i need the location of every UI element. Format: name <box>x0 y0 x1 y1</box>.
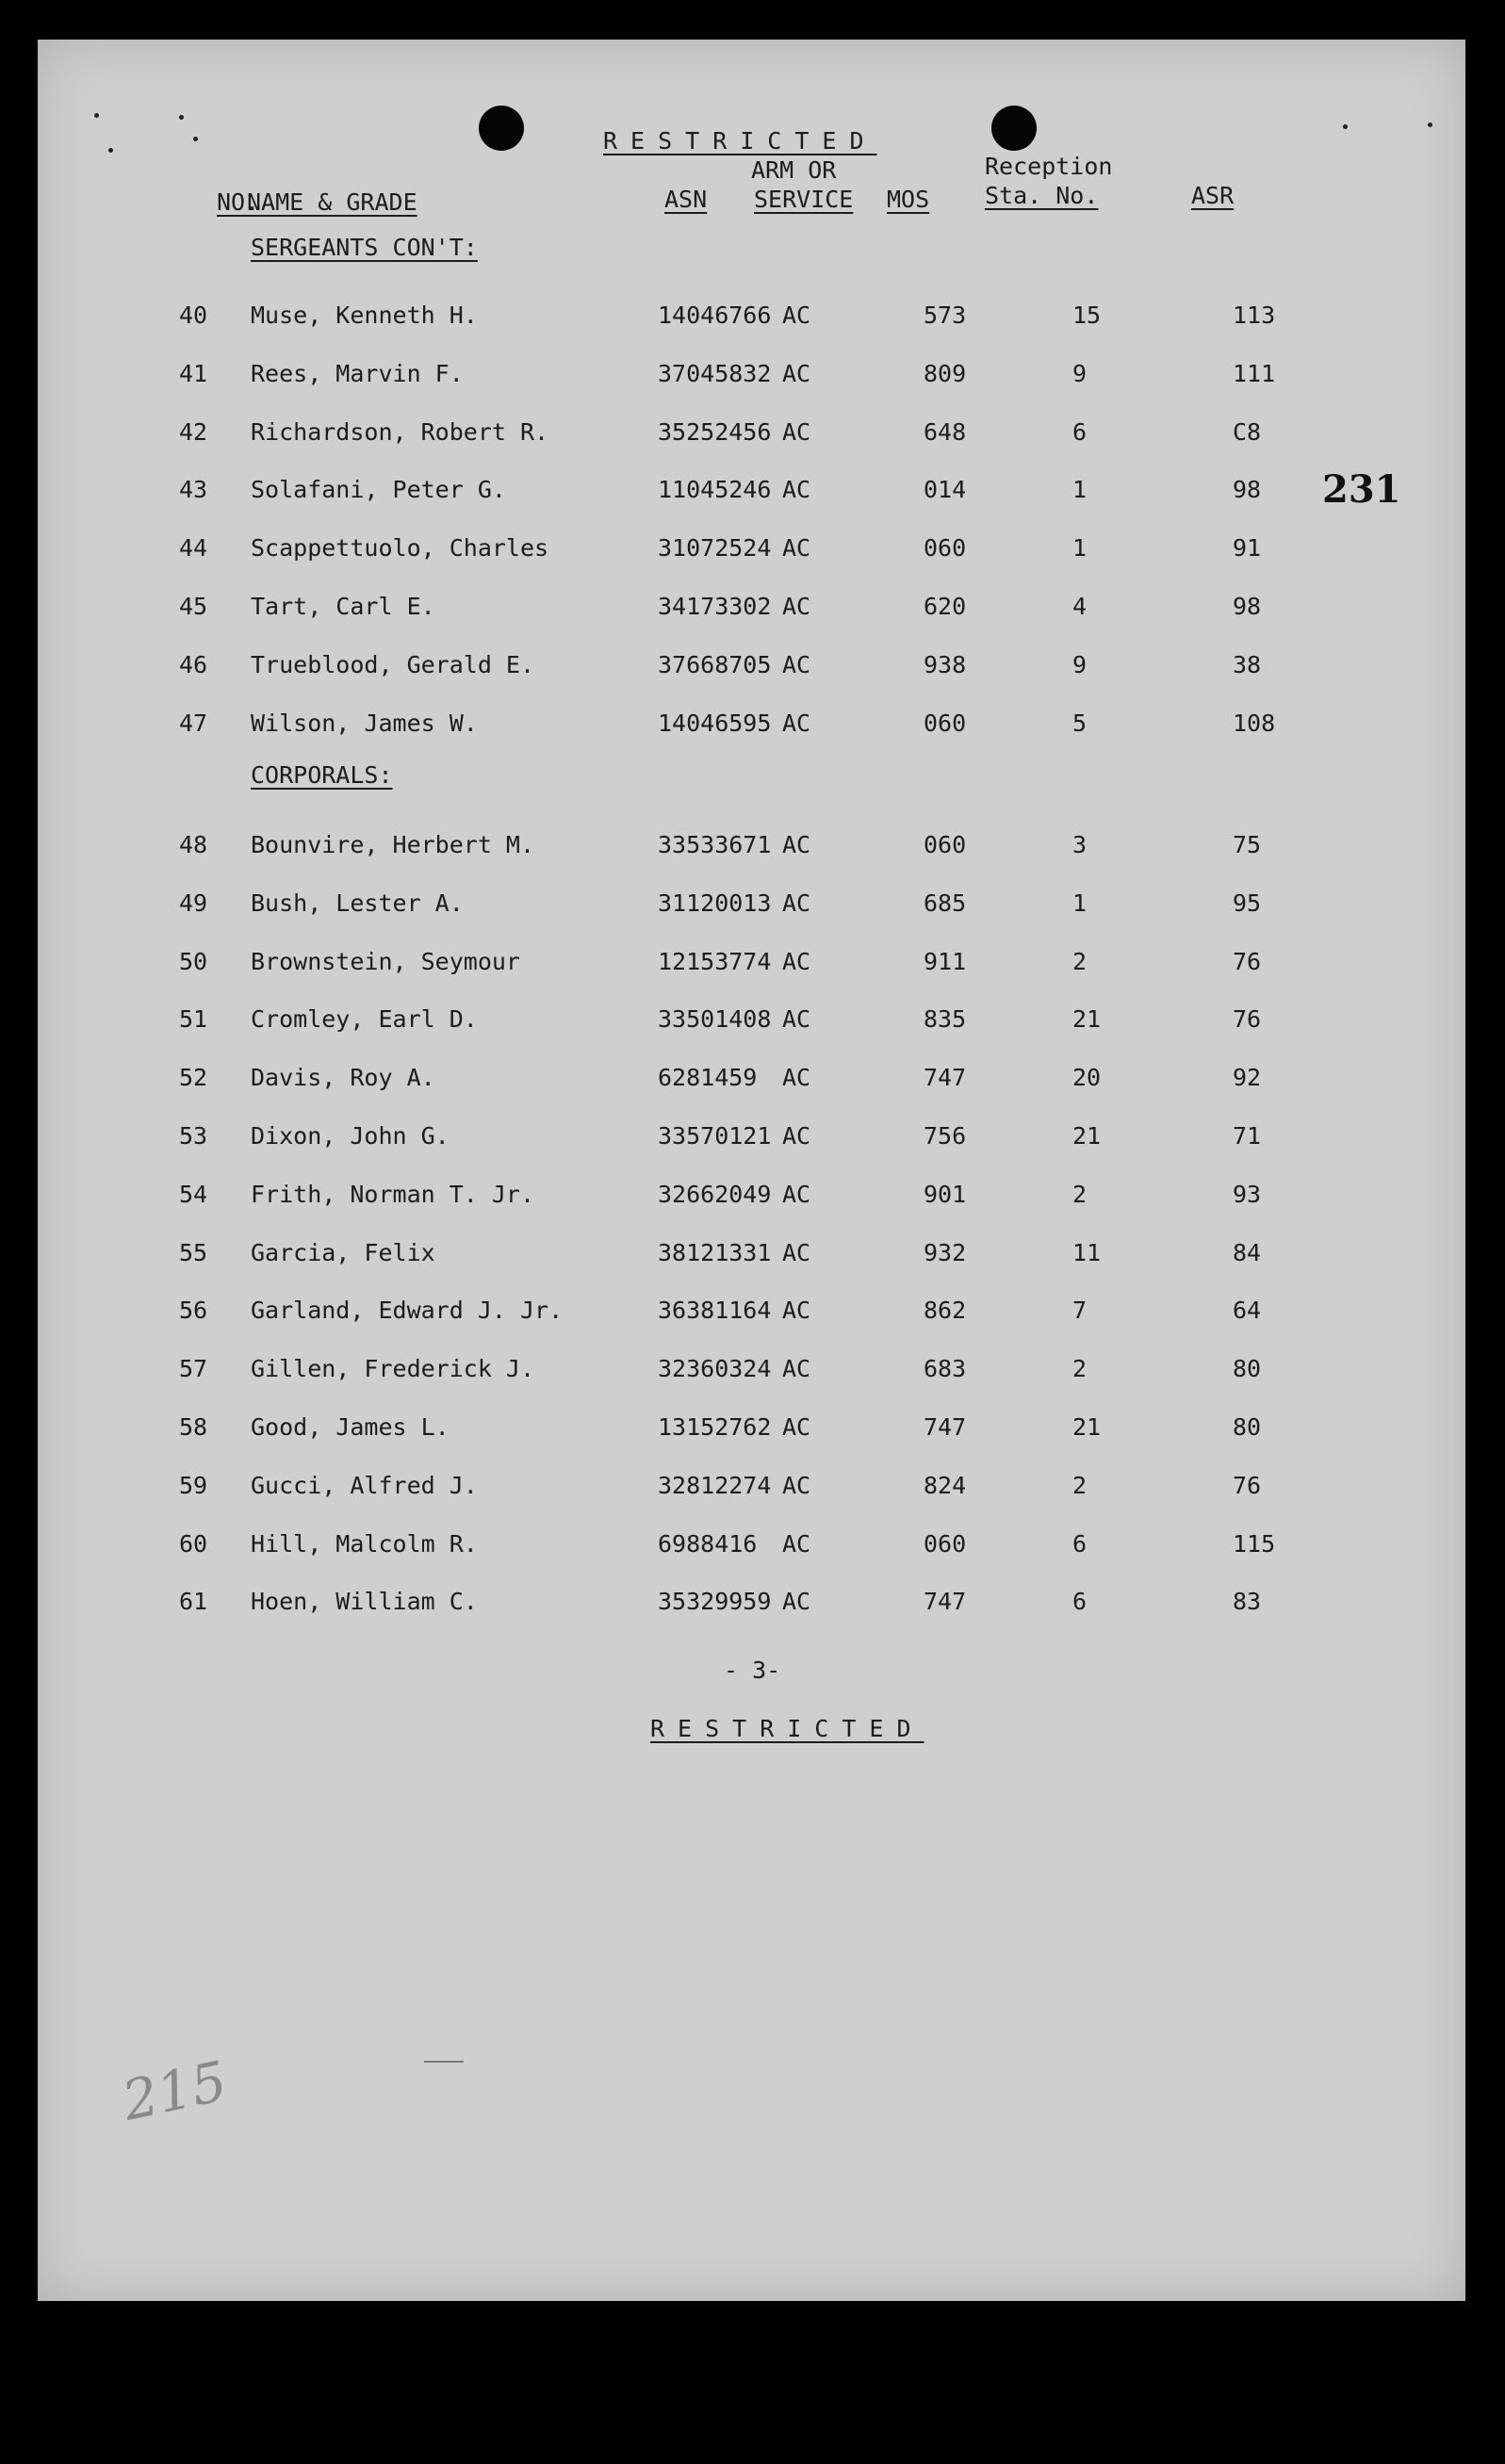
arm-service-cell: AC <box>782 1471 811 1499</box>
reception-station-cell: 6 <box>1072 1588 1088 1616</box>
arm-service-cell: AC <box>782 1529 811 1558</box>
asn-cell: 35252456 <box>658 417 772 446</box>
arm-service-cell: AC <box>782 593 811 620</box>
page-marker: - 3- <box>724 1656 781 1684</box>
punch-hole-right <box>991 106 1037 151</box>
mos-cell: 938 <box>924 650 967 678</box>
speck <box>108 148 113 153</box>
asn-cell: 38121331 <box>658 1238 772 1266</box>
speck <box>193 137 198 141</box>
asr-cell: 108 <box>1233 709 1276 737</box>
reception-station-cell: 2 <box>1072 947 1088 975</box>
arm-service-cell: AC <box>782 534 811 563</box>
reception-station-cell: 1 <box>1072 889 1088 917</box>
row-number-cell: 43 <box>179 476 208 504</box>
mos-cell: 911 <box>924 947 967 975</box>
asn-cell: 36381164 <box>658 1297 772 1325</box>
asr-cell: 111 <box>1233 359 1276 387</box>
row-number-cell: 42 <box>179 417 208 446</box>
mos-cell: 756 <box>924 1122 967 1150</box>
reception-station-cell: 11 <box>1072 1238 1102 1266</box>
column-header-arm-line1: ARM OR <box>751 156 837 184</box>
name-grade-cell: Rees, Marvin F. <box>251 359 464 387</box>
mos-cell: 824 <box>924 1471 967 1499</box>
asn-cell: 14046595 <box>658 709 772 737</box>
row-number-cell: 40 <box>179 302 208 329</box>
stray-mark <box>424 2061 464 2063</box>
row-number-cell: 60 <box>179 1529 208 1558</box>
reception-station-cell: 2 <box>1072 1471 1088 1499</box>
name-grade-cell: Brownstein, Seymour <box>251 947 520 975</box>
arm-service-cell: AC <box>782 889 811 917</box>
mos-cell: 835 <box>924 1005 967 1034</box>
section-title: CORPORALS: <box>251 761 393 789</box>
mos-cell: 901 <box>924 1180 967 1208</box>
name-grade-cell: Wilson, James W. <box>251 709 478 737</box>
column-header-asr: ASR <box>1191 182 1235 209</box>
asn-cell: 32360324 <box>658 1355 772 1383</box>
punch-hole-left <box>479 106 524 151</box>
asr-cell: 92 <box>1233 1064 1262 1092</box>
name-grade-cell: Cromley, Earl D. <box>251 1005 478 1034</box>
mos-cell: 685 <box>924 889 967 917</box>
asr-cell: 71 <box>1233 1122 1262 1150</box>
arm-service-cell: AC <box>782 417 811 446</box>
asr-cell: 76 <box>1233 1005 1262 1034</box>
arm-service-cell: AC <box>782 1297 811 1325</box>
mos-cell: 060 <box>924 709 967 737</box>
arm-service-cell: AC <box>782 1413 811 1441</box>
arm-service-cell: AC <box>782 1588 811 1616</box>
reception-station-cell: 7 <box>1072 1297 1088 1325</box>
reception-station-cell: 2 <box>1072 1355 1088 1383</box>
asn-cell: 12153774 <box>658 947 772 975</box>
row-number-cell: 48 <box>179 831 208 858</box>
row-number-cell: 52 <box>179 1064 208 1092</box>
row-number-cell: 41 <box>179 359 208 387</box>
asr-cell: 76 <box>1233 1471 1262 1499</box>
reception-station-cell: 2 <box>1072 1180 1088 1208</box>
reception-station-cell: 6 <box>1072 1529 1088 1558</box>
mos-cell: 862 <box>924 1297 967 1325</box>
asr-cell: 64 <box>1233 1297 1262 1325</box>
mos-cell: 014 <box>924 476 967 504</box>
asn-cell: 31120013 <box>658 889 772 917</box>
asn-cell: 13152762 <box>658 1413 772 1441</box>
asr-cell: 93 <box>1233 1180 1262 1208</box>
name-grade-cell: Frith, Norman T. Jr. <box>251 1180 535 1208</box>
row-number-cell: 46 <box>179 650 208 678</box>
column-header-reception-line2: Sta. No. <box>985 182 1099 209</box>
speck <box>1428 122 1432 127</box>
arm-service-cell: AC <box>782 709 811 737</box>
reception-station-cell: 5 <box>1072 709 1088 737</box>
name-grade-cell: Muse, Kenneth H. <box>251 302 478 329</box>
row-number-cell: 47 <box>179 709 208 737</box>
mos-cell: 648 <box>924 417 967 446</box>
arm-service-cell: AC <box>782 302 811 329</box>
asr-cell: 83 <box>1233 1588 1262 1616</box>
column-header-mos: MOS <box>887 186 930 213</box>
reception-station-cell: 4 <box>1072 593 1088 620</box>
page-number-stamp: 231 <box>1322 467 1401 512</box>
mos-cell: 620 <box>924 593 967 620</box>
asr-cell: 98 <box>1233 476 1262 504</box>
row-number-cell: 61 <box>179 1588 208 1616</box>
restricted-header: RESTRICTED <box>603 127 877 155</box>
mos-cell: 932 <box>924 1238 967 1266</box>
name-grade-cell: Garcia, Felix <box>251 1238 435 1266</box>
name-grade-cell: Dixon, John G. <box>251 1122 450 1150</box>
row-number-cell: 50 <box>179 947 208 975</box>
arm-service-cell: AC <box>782 476 811 504</box>
name-grade-cell: Richardson, Robert R. <box>251 417 549 446</box>
reception-station-cell: 21 <box>1072 1413 1102 1441</box>
row-number-cell: 55 <box>179 1238 208 1266</box>
speck <box>94 113 99 118</box>
name-grade-cell: Bounvire, Herbert M. <box>251 831 535 858</box>
mos-cell: 747 <box>924 1413 967 1441</box>
asr-cell: 84 <box>1233 1238 1262 1266</box>
asr-cell: 38 <box>1233 650 1262 678</box>
asn-cell: 32662049 <box>658 1180 772 1208</box>
row-number-cell: 59 <box>179 1471 208 1499</box>
row-number-cell: 57 <box>179 1355 208 1383</box>
arm-service-cell: AC <box>782 1355 811 1383</box>
mos-cell: 060 <box>924 534 967 563</box>
reception-station-cell: 1 <box>1072 534 1088 563</box>
asn-cell: 35329959 <box>658 1588 772 1616</box>
asn-cell: 32812274 <box>658 1471 772 1499</box>
name-grade-cell: Garland, Edward J. Jr. <box>251 1297 564 1325</box>
reception-station-cell: 21 <box>1072 1005 1102 1034</box>
asn-cell: 33533671 <box>658 831 772 858</box>
name-grade-cell: Scappettuolo, Charles <box>251 534 549 563</box>
reception-station-cell: 15 <box>1072 302 1102 329</box>
row-number-cell: 53 <box>179 1122 208 1150</box>
name-grade-cell: Bush, Lester A. <box>251 889 464 917</box>
asr-cell: 80 <box>1233 1355 1262 1383</box>
handwritten-note: 215 <box>117 2048 233 2133</box>
name-grade-cell: Gucci, Alfred J. <box>251 1471 478 1499</box>
mos-cell: 683 <box>924 1355 967 1383</box>
row-number-cell: 44 <box>179 534 208 563</box>
name-grade-cell: Gillen, Frederick J. <box>251 1355 535 1383</box>
name-grade-cell: Tart, Carl E. <box>251 593 435 620</box>
arm-service-cell: AC <box>782 359 811 387</box>
asr-cell: C8 <box>1233 417 1262 446</box>
mos-cell: 060 <box>924 831 967 858</box>
name-grade-cell: Solafani, Peter G. <box>251 476 506 504</box>
arm-service-cell: AC <box>782 650 811 678</box>
section-title: SERGEANTS CON'T: <box>251 234 478 261</box>
reception-station-cell: 1 <box>1072 476 1088 504</box>
reception-station-cell: 6 <box>1072 417 1088 446</box>
asr-cell: 80 <box>1233 1413 1262 1441</box>
arm-service-cell: AC <box>782 831 811 858</box>
reception-station-cell: 3 <box>1072 831 1088 858</box>
mos-cell: 060 <box>924 1529 967 1558</box>
speck <box>1343 124 1348 129</box>
reception-station-cell: 9 <box>1072 650 1088 678</box>
asn-cell: 37045832 <box>658 359 772 387</box>
row-number-cell: 54 <box>179 1180 208 1208</box>
arm-service-cell: AC <box>782 1180 811 1208</box>
reception-station-cell: 21 <box>1072 1122 1102 1150</box>
asn-cell: 33570121 <box>658 1122 772 1150</box>
mos-cell: 747 <box>924 1064 967 1092</box>
column-header-no: NO. <box>217 188 260 216</box>
name-grade-cell: Hill, Malcolm R. <box>251 1529 478 1558</box>
row-number-cell: 49 <box>179 889 208 917</box>
column-header-name: NAME & GRADE <box>247 188 417 216</box>
row-number-cell: 51 <box>179 1005 208 1034</box>
column-header-arm-line2: SERVICE <box>754 186 854 213</box>
asn-cell: 34173302 <box>658 593 772 620</box>
asn-cell: 14046766 <box>658 302 772 329</box>
document-page <box>38 40 1465 2301</box>
row-number-cell: 56 <box>179 1297 208 1325</box>
asr-cell: 98 <box>1233 593 1262 620</box>
speck <box>179 115 184 120</box>
arm-service-cell: AC <box>782 1238 811 1266</box>
reception-station-cell: 20 <box>1072 1064 1102 1092</box>
asr-cell: 91 <box>1233 534 1262 563</box>
asn-cell: 37668705 <box>658 650 772 678</box>
asr-cell: 75 <box>1233 831 1262 858</box>
mos-cell: 809 <box>924 359 967 387</box>
arm-service-cell: AC <box>782 1122 811 1150</box>
column-header-asn: ASN <box>664 186 708 213</box>
arm-service-cell: AC <box>782 1005 811 1034</box>
name-grade-cell: Hoen, William C. <box>251 1588 478 1616</box>
name-grade-cell: Good, James L. <box>251 1413 450 1441</box>
column-header-reception-line1: Reception <box>985 153 1113 180</box>
asr-cell: 115 <box>1233 1529 1276 1558</box>
asn-cell: 33501408 <box>658 1005 772 1034</box>
asn-cell: 6281459 <box>658 1064 758 1092</box>
asn-cell: 31072524 <box>658 534 772 563</box>
arm-service-cell: AC <box>782 947 811 975</box>
asn-cell: 11045246 <box>658 476 772 504</box>
asn-cell: 6988416 <box>658 1529 758 1558</box>
name-grade-cell: Davis, Roy A. <box>251 1064 435 1092</box>
asr-cell: 95 <box>1233 889 1262 917</box>
name-grade-cell: Trueblood, Gerald E. <box>251 650 535 678</box>
reception-station-cell: 9 <box>1072 359 1088 387</box>
restricted-footer: RESTRICTED <box>650 1715 924 1742</box>
row-number-cell: 45 <box>179 593 208 620</box>
asr-cell: 113 <box>1233 302 1276 329</box>
mos-cell: 573 <box>924 302 967 329</box>
asr-cell: 76 <box>1233 947 1262 975</box>
mos-cell: 747 <box>924 1588 967 1616</box>
arm-service-cell: AC <box>782 1064 811 1092</box>
row-number-cell: 58 <box>179 1413 208 1441</box>
